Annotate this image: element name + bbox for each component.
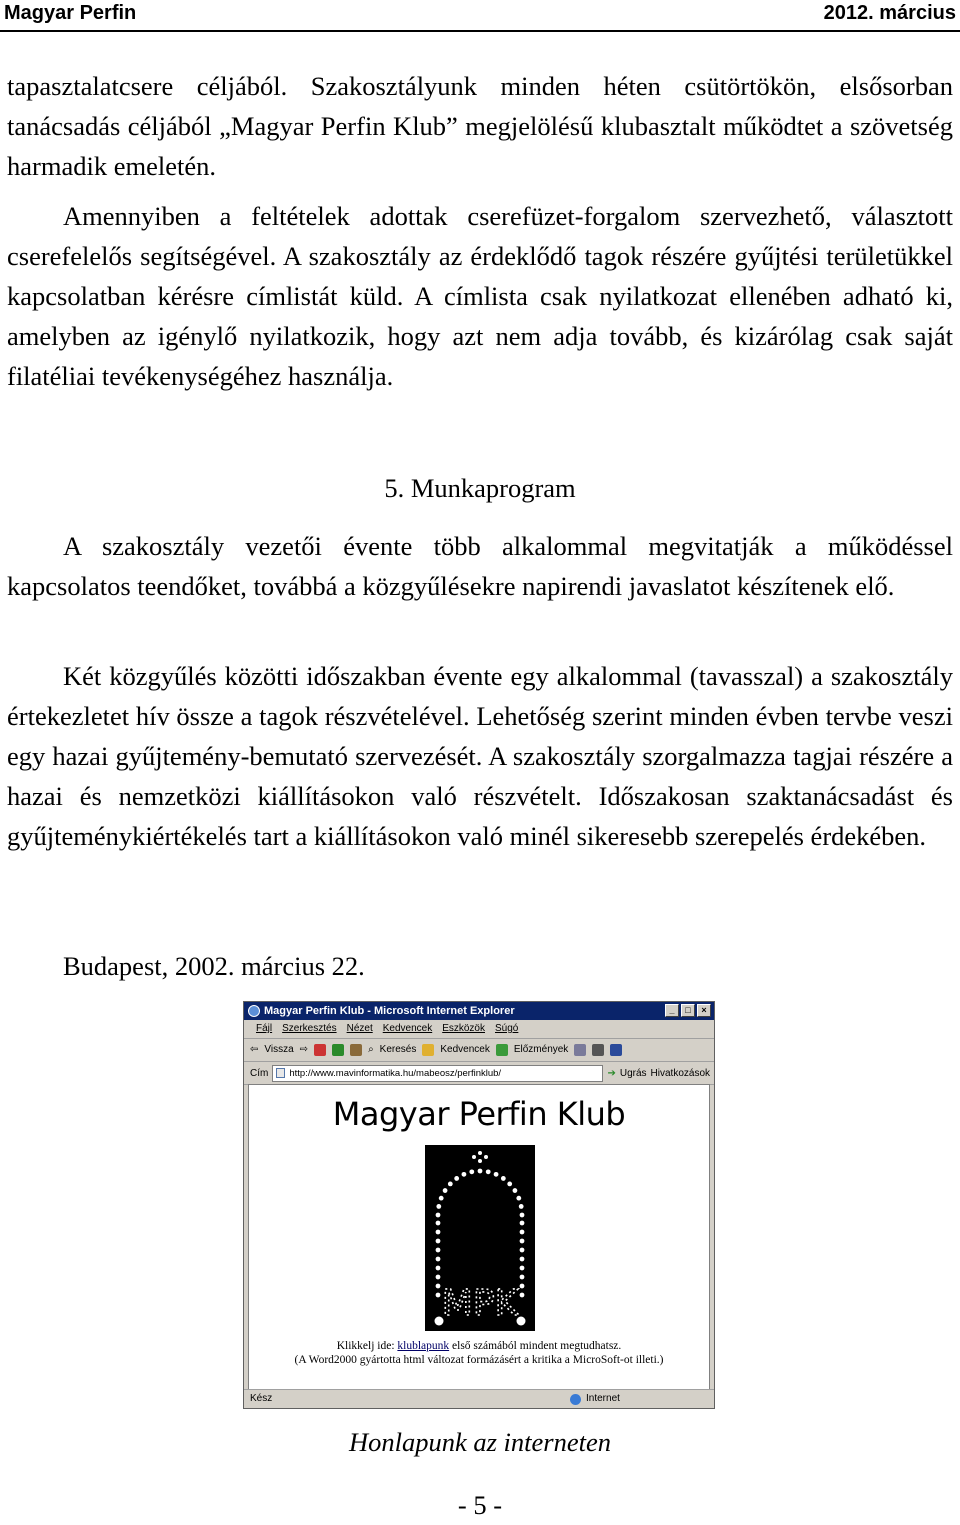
site-line1-pre: Klikkelj ide: — [336, 1340, 398, 1352]
logo-perforation — [520, 1213, 525, 1218]
menu-item: Kedvencek — [382, 1023, 433, 1034]
close-icon: × — [697, 1004, 711, 1017]
print-icon — [592, 1044, 604, 1056]
logo-perforation — [436, 1213, 441, 1218]
section-heading: 5. Munkaprogram — [384, 473, 576, 503]
klublapunk-link: klublapunk — [397, 1340, 450, 1352]
logo-perforation — [436, 1204, 441, 1209]
logo-perforation — [516, 1196, 521, 1201]
logo-perforation — [436, 1248, 441, 1253]
mpk-logo — [425, 1145, 535, 1331]
address-url: http://www.mavinformatika.hu/mabeosz/perfinklub/ — [289, 1067, 502, 1079]
address-label: Cím — [250, 1067, 269, 1079]
logo-perforation — [436, 1257, 441, 1262]
place-date: Budapest, 2002. március 22. — [63, 951, 365, 981]
stop-icon — [314, 1044, 326, 1056]
logo-perforation — [507, 1181, 512, 1186]
search-icon: ⌕ — [368, 1044, 374, 1055]
logo-perforation — [484, 1155, 488, 1159]
refresh-icon — [332, 1044, 344, 1056]
logo-perforation — [486, 1169, 491, 1174]
browser-title: Magyar Perfin Klub - Microsoft Internet Explorer — [264, 1005, 515, 1017]
logo-perforation — [520, 1248, 525, 1253]
logo-perforation — [520, 1239, 525, 1244]
logo-perforation — [494, 1172, 499, 1177]
browser-titlebar — [244, 1002, 714, 1020]
menu-item: Fájl — [256, 1023, 273, 1034]
paragraph-4: Két közgyűlés közötti időszakban évente egy alkalommal (tavasszal) a szakosztály értekezletet hív össze a tagok részvételével. Lehetőség szerint minden évben tervbe veszi egy hazai gyűjtemény-bemutató szervezését. A szakosztály szorgalmazza tagjai részére a hazai és nemzetközi kiállításokon való részvételt. Időszakosan szaktanácsadást és gyűjteménykiértékelés tart a kiállításokon való minél sikeresebb szerepelés érdekében. — [7, 661, 953, 851]
logo-perforation — [436, 1293, 441, 1298]
ie-icon — [248, 1005, 260, 1017]
search-label: Keresés — [379, 1044, 417, 1055]
site-title: Magyar Perfin Klub — [332, 1095, 626, 1133]
paragraph-1: tapasztalatcsere céljából. Szakosztályunk minden héten csütörtökön, elsősorban tanácsadás céljából „Magyar Perfin Klub” megjelölésű klubasztalt működtet a szövetség harmadik emeletén. — [7, 71, 953, 181]
maximize-icon: □ — [681, 1004, 695, 1017]
site-line1-post: első számából mindent megtudhatsz. — [449, 1340, 622, 1352]
browser-toolbar — [244, 1039, 714, 1062]
logo-perforation — [472, 1155, 476, 1159]
address-field — [272, 1065, 603, 1082]
logo-perforation — [513, 1188, 518, 1193]
logo-perforation — [443, 1188, 448, 1193]
favorites-label: Kedvencek — [440, 1044, 490, 1055]
menu-item: Súgó — [495, 1023, 519, 1034]
back-arrow-icon: ⇦ — [250, 1044, 259, 1055]
logo-perforation — [469, 1169, 474, 1174]
header-publication: Magyar Perfin — [4, 2, 137, 24]
status-zone: Internet — [586, 1393, 620, 1404]
paragraph-2: Amennyiben a feltételek adottak cserefüzet-forgalom szervezhető, választott cserefelelős segítségével. A szakosztály az érdeklődő tagok részére gyűjtési területükkel kapcsolatban kérésre címlistát küld. A címlista csak nyilatkozat ellenében adható ki, amelyben az igénylő nyilatkozik, hogy azt nem adja tovább, és kizárólag csak saját filatéliai tevékenységéhez használja. — [7, 201, 953, 391]
history-label: Előzmények — [513, 1044, 569, 1055]
back-label: Vissza — [264, 1044, 294, 1055]
logo-perforation — [436, 1221, 441, 1226]
links-label: Hivatkozások — [650, 1067, 710, 1079]
logo-perforation — [520, 1230, 525, 1235]
page-icon — [276, 1068, 285, 1078]
paragraph-3: A szakosztály vezetői évente több alkalommal megvitatják a működéssel kapcsolatos teendőket, továbbá a közgyűlésekre napirendi javaslatot készítenek elő. — [7, 531, 953, 601]
logo-perforation — [436, 1284, 441, 1289]
logo-perforation — [436, 1275, 441, 1280]
menu-item: Nézet — [346, 1023, 373, 1034]
browser-statusbar — [244, 1389, 714, 1408]
menu-item: Szerkesztés — [282, 1023, 337, 1034]
status-text: Kész — [250, 1393, 273, 1404]
logo-perforation — [520, 1266, 525, 1271]
logo-perforation — [448, 1181, 453, 1186]
logo-letters: MPK — [441, 1283, 519, 1324]
site-line2: (A Word2000 gyártotta html változat formázásért a kritika a MicroSoft-ot illeti.) — [294, 1354, 664, 1366]
logo-perforation — [519, 1204, 524, 1209]
browser-menubar — [244, 1020, 714, 1039]
forward-arrow-icon: ⇨ — [299, 1044, 309, 1055]
logo-perforation — [478, 1151, 482, 1155]
minimize-icon: _ — [665, 1004, 679, 1017]
logo-perforation — [520, 1293, 525, 1298]
favorites-icon — [422, 1044, 434, 1056]
running-header — [0, 0, 960, 30]
header-date: 2012. március — [823, 2, 956, 24]
logo-perforation — [436, 1239, 441, 1244]
home-icon — [350, 1044, 362, 1056]
mail-icon — [574, 1044, 586, 1056]
history-icon — [496, 1044, 508, 1056]
header-rule — [0, 30, 960, 32]
browser-addressbar — [244, 1062, 714, 1085]
go-arrow-icon: ➔ — [607, 1067, 616, 1079]
logo-perforation — [454, 1176, 459, 1181]
browser-screenshot — [243, 1001, 715, 1409]
page-number: - 5 - — [457, 1490, 503, 1520]
edit-icon — [610, 1044, 622, 1056]
logo-perforation — [520, 1221, 525, 1226]
menu-item: Eszközök — [442, 1023, 485, 1034]
logo-perforation — [520, 1284, 525, 1289]
go-label: Ugrás — [619, 1067, 647, 1079]
logo-perforation — [520, 1257, 525, 1262]
logo-perforation — [436, 1266, 441, 1271]
figure-caption: Honlapunk az interneten — [348, 1427, 611, 1457]
logo-perforation — [478, 1159, 482, 1163]
logo-perforation — [439, 1196, 444, 1201]
logo-perforation — [462, 1172, 467, 1177]
logo-perforation — [501, 1176, 506, 1181]
browser-viewport — [248, 1084, 710, 1390]
logo-perforation — [436, 1230, 441, 1235]
site-text — [249, 1339, 709, 1367]
logo-perforation — [478, 1169, 483, 1174]
globe-icon — [570, 1394, 581, 1405]
logo-perforation — [520, 1275, 525, 1280]
